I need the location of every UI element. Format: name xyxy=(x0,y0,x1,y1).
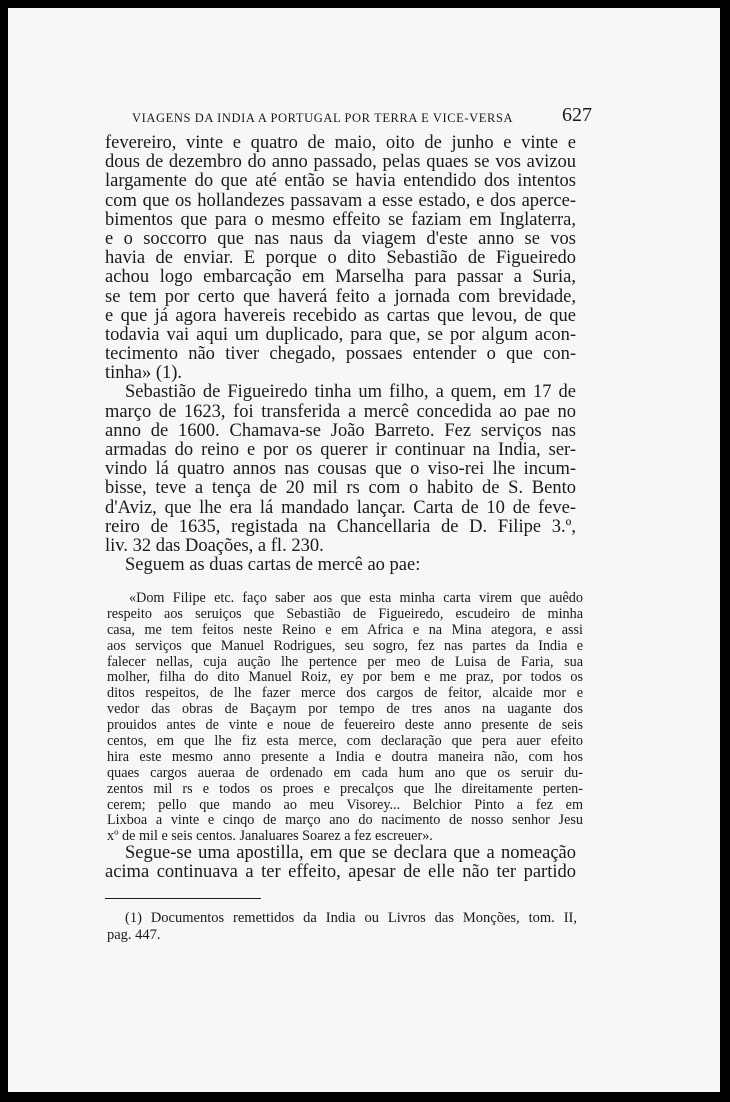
quote-line: molher, filha do dito Manuel Roiz, ey por bem e me praz, por todos os xyxy=(107,669,583,686)
text-line: com que os hollandezes passavam a esse estado, e dos aperce- xyxy=(105,190,576,211)
quoted-charter xyxy=(107,591,583,845)
footnote xyxy=(107,910,577,944)
text-line: Segue-se uma apostilla, em que se declara que a nomeação xyxy=(125,843,576,863)
quote-line: Lixboa a vinte e cinqo de março ano do nacimento de nosso senhor Jesu xyxy=(107,812,583,829)
text-line: se tem por certo que haverá feito a jornada com brevidade, xyxy=(105,286,576,307)
quote-line: centos, em que lhe fiz esta merce, com declaração que pera auer efeito xyxy=(107,733,583,750)
text-line: achou logo embarcação em Marselha para passar a Suria, xyxy=(105,267,576,288)
text-line: vindo lá quatro annos nas cousas que o viso-rei lhe incum- xyxy=(105,459,576,480)
text-line: fevereiro, vinte e quatro de maio, oito de junho e vinte e xyxy=(105,133,576,153)
text-line: março de 1623, foi transferida a mercê concedida ao pae no xyxy=(105,401,576,422)
quote-line: cerem; pello que mando ao meu Visorey... Belchior Pinto a fez em xyxy=(107,796,583,813)
quote-line: quaes cargos auerаa de ordenado em cada hum ano que os seruir du- xyxy=(107,764,583,781)
text-line: havia de enviar. E porque o dito Sebastião de Figueiredo xyxy=(105,248,576,269)
closing-paragraph xyxy=(105,844,576,882)
quote-line: casa, me tem feitos neste Reino e em Africa e na Mina ategora, e assi xyxy=(107,621,583,638)
quote-line: «Dom Filipe etc. faço saber aos que esta minha carta virem que auêdo xyxy=(129,590,583,606)
main-text xyxy=(105,134,576,575)
quote-line: aos serviços que Manuel Rodrigues, seu sogro, fez nas partes da India e xyxy=(107,637,583,654)
quote-line: vedor das obras de Baçaym por tempo de tres anos na uagante dos xyxy=(107,701,583,718)
text-line: armadas do reino e por os querer ir continuar na India, ser- xyxy=(105,440,576,460)
page-number: 627 xyxy=(562,104,592,126)
text-line: d'Aviz, que lhe era lá mandado lançar. Carta de 10 de feve- xyxy=(105,497,576,518)
text-line: Seguem as duas cartas de mercê ao pae: xyxy=(125,555,421,576)
quote-line: zentos mil rs e todos os proes e precalços que lhe direitamente perten- xyxy=(107,780,583,797)
text-line: acima continuava a ter effeito, apesar de elle não ter partido xyxy=(105,862,576,883)
text-line: dous de dezembro do anno passado, pelas quaes se vos avizou xyxy=(105,152,576,173)
footnote-line: pag. 447. xyxy=(107,927,161,943)
text-line: tinha» (1). xyxy=(105,363,183,384)
text-line: bimentos que para o mesmo effeito se faziam em Inglaterra, xyxy=(105,209,576,230)
quote-line: hira este mesmo anno presente a India e doutra maneira não, com hos xyxy=(107,748,583,765)
text-line: largamente do que até então se havia entendido dos intentos xyxy=(105,171,576,192)
header-title: VIAGENS DA INDIA A PORTUGAL POR TERRA E VICE-VERSA xyxy=(132,111,514,125)
text-line: liv. 32 das Doações, a fl. 230. xyxy=(105,535,324,556)
running-header xyxy=(132,102,594,126)
quote-line: respeito aos seruiços que Sebastião de Figueiredo, escudeiro de minha xyxy=(107,605,583,622)
text-line: e o soccorro que nas naus da viagem d'este anno se vos xyxy=(105,228,576,249)
text-line: anno de 1600. Chamava-se João Barreto. Fez serviços nas xyxy=(105,420,576,441)
quote-line: ditos respeitos, de lhe fazer merce dos cargos de feitor, alcaide mor e xyxy=(107,685,583,702)
text-line: tecimento não tiver chegado, possaes entender o que con- xyxy=(105,344,576,365)
footnote-rule xyxy=(105,898,261,899)
quote-line: falecer nellas, cuja aução lhe pertence per meo de Luisa de Faria, sua xyxy=(107,653,583,670)
text-line: bisse, teve a tença de 20 mil rs com o habito de S. Bento xyxy=(105,478,576,499)
quote-line: xº de mil e seis centos. Janaluares Soarez a fez escreuer». xyxy=(107,828,433,845)
footnote-line: (1) Documentos remettidos da India ou Livros das Monções, tom. II, xyxy=(125,910,577,926)
book-page xyxy=(8,8,720,1092)
text-line: todavia vai aqui um duplicado, para que, se por algum acon- xyxy=(105,324,576,345)
text-line: reiro de 1635, registada na Chancellaria de D. Filipe 3.º, xyxy=(105,516,576,537)
text-line: e que já agora havereis recebido as cartas que levou, de que xyxy=(105,305,576,326)
quote-line: prouidos antes de vinte e noue de feuereiro deste anno presente de seis xyxy=(107,717,583,734)
text-line: Sebastião de Figueiredo tinha um filho, a quem, em 17 de xyxy=(125,382,576,403)
